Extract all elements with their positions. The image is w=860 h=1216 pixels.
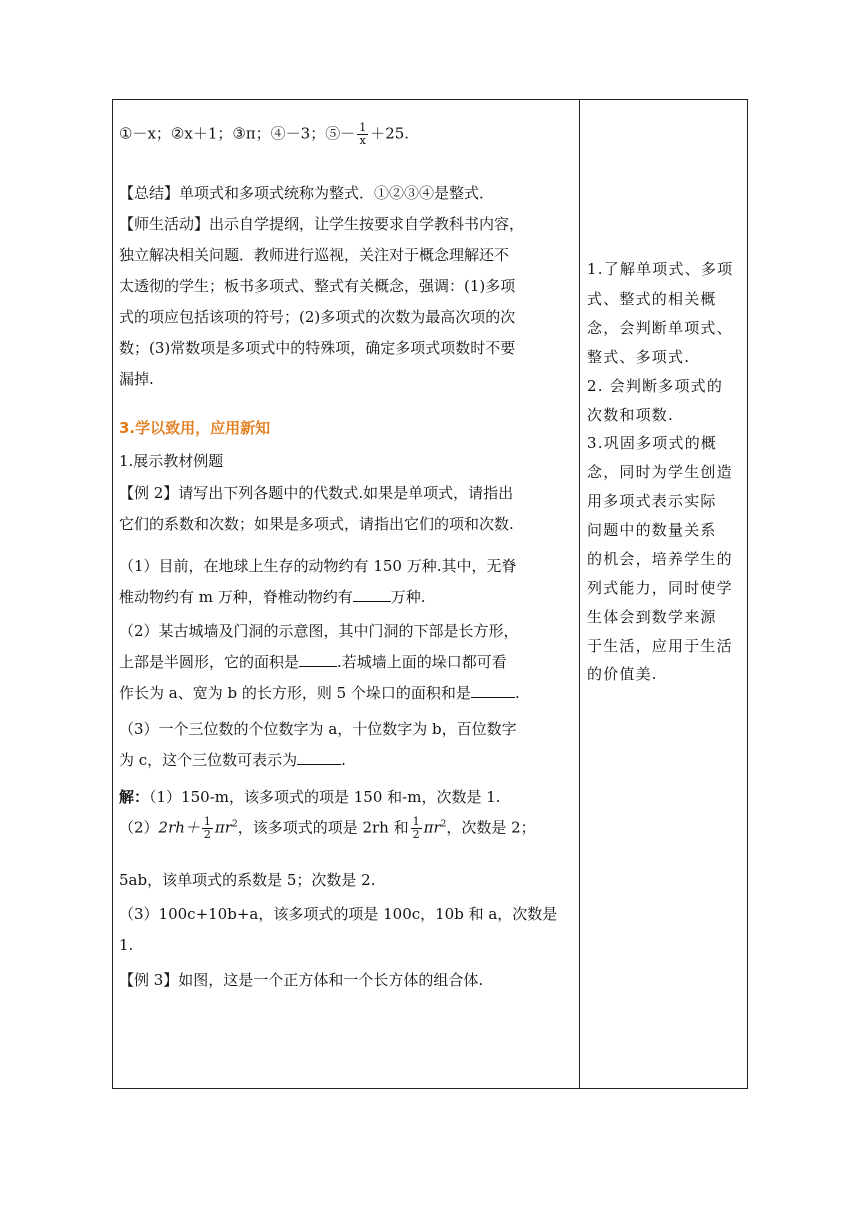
question2-line: （2）某古城墙及门洞的示意图，其中门洞的下部是长方形， (119, 622, 519, 640)
exponent: 2 (231, 819, 238, 830)
objective-line: 整式、多项式. (587, 348, 691, 366)
question2-text-end: .若城墙上面的垛口都可看 (337, 653, 507, 671)
question2-line (119, 682, 520, 703)
question2-line (119, 651, 507, 672)
question1-line: （1）目前，在地球上生存的动物约有 150 万种.其中，无脊 (119, 557, 517, 575)
expression-list (119, 122, 409, 147)
answer-blank (297, 750, 341, 765)
answer-blank (471, 683, 515, 698)
question1-text: 椎动物约有 m 万种，脊椎动物约有 (119, 588, 353, 606)
activity-line: 【师生活动】出示自学提纲，让学生按要求自学教科书内容， (119, 215, 525, 233)
objective-line: 3.巩固多项式的概 (587, 434, 718, 452)
column-divider (579, 100, 580, 1088)
example3-line: 【例 3】如图，这是一个正方体和一个长方体的组合体. (119, 971, 484, 989)
lesson-table (112, 99, 748, 1089)
objective-line: 的价值美. (587, 665, 658, 683)
objective-line: 念，同时为学生创造 (587, 463, 733, 481)
objective-line: 于生活，应用于生活 (587, 637, 733, 655)
solution-text: ，该多项式的项是 2rh 和 (237, 818, 409, 837)
question2-text: 作长为 a、宽为 b 的长方形，则 5 个垛口的面积和是 (119, 684, 471, 702)
solution-text: ，次数是 2； (446, 818, 536, 837)
activity-line: 式的项应包括该项的符号；(2)多项式的次数为最高次项的次 (119, 308, 516, 326)
math-expression: πr (423, 818, 441, 837)
answer-blank (353, 587, 391, 602)
objective-line: 用多项式表示实际 (587, 492, 717, 510)
objective-line: 1.了解单项式、多项 (587, 260, 734, 278)
question3-line (119, 749, 346, 770)
answer-blank (299, 652, 337, 667)
summary-line: 【总结】单项式和多项式统称为整式．①②③④是整式． (119, 184, 495, 202)
solution-line: 1. (119, 936, 134, 954)
example2-line: 【例 2】请写出下列各题中的代数式.如果是单项式，请指出 (119, 484, 514, 502)
solution-line (119, 786, 501, 807)
fraction-one-half (202, 816, 213, 841)
solution-line (119, 816, 536, 841)
question1-text-end: 万种. (390, 588, 426, 606)
solution-line: 5ab，该单项式的系数是 5；次数是 2. (119, 871, 376, 889)
objective-line: 的机会，培养学生的 (587, 550, 733, 568)
solution-line: （3）100c+10b+a，该多项式的项是 100c，10b 和 a，次数是 (119, 905, 558, 923)
fraction-one-over-x (357, 122, 368, 147)
objective-line: 列式能力，同时使学 (587, 579, 733, 597)
example2-line: 它们的系数和次数；如果是多项式，请指出它们的项和次数. (119, 515, 514, 533)
solution-text: （2） (119, 818, 159, 837)
objective-line: 生体会到数学来源 (587, 608, 717, 626)
solution-text: （1）150-m，该多项式的项是 150 和-m，次数是 1. (149, 788, 501, 806)
activity-line: 数；(3)常数项是多项式中的特殊项，确定多项式项数时不要 (119, 339, 516, 357)
activity-line: 独立解决相关问题．教师进行巡视，关注对于概念理解还不 (119, 246, 510, 264)
math-expression: πr (214, 818, 232, 837)
activity-line: 太透彻的学生；板书多项式、整式有关概念，强调：(1)多项 (119, 277, 516, 295)
math-expression: 2rh＋ (158, 818, 200, 837)
fraction-numerator: 1 (412, 815, 420, 828)
question3-text-end: . (341, 751, 346, 769)
exponent: 2 (440, 819, 447, 830)
fraction-denominator: x (359, 134, 366, 147)
section-heading: 3.学以致用，应用新知 (119, 419, 271, 437)
activity-line: 漏掉. (119, 370, 154, 388)
sub-heading: 1.展示教材例题 (119, 452, 224, 470)
question1-line (119, 586, 426, 607)
objective-line: 念，会判断单项式、 (587, 319, 733, 337)
question3-line: （3）一个三位数的个位数字为 a，十位数字为 b，百位数字 (119, 720, 517, 738)
question2-text-end: . (514, 684, 520, 702)
fraction-denominator: 2 (412, 828, 420, 841)
fraction-one-half (411, 816, 422, 841)
objective-line: 式、整式的相关概 (587, 290, 717, 308)
question2-text: 上部是半圆形，它的面积是 (119, 653, 300, 671)
fraction-numerator: 1 (203, 815, 211, 828)
expression-list-text: ①－x；②x＋1；③π；④－3；⑤－ (119, 124, 356, 143)
objective-line: 2. 会判断多项式的 (587, 377, 724, 395)
objective-line: 次数和项数. (587, 406, 674, 424)
question3-text: 为 c，这个三位数可表示为 (119, 751, 298, 769)
expression-list-tail: ＋25. (370, 124, 410, 143)
solution-label: 解： (119, 788, 150, 806)
fraction-numerator: 1 (359, 121, 367, 134)
objective-line: 问题中的数量关系 (587, 521, 717, 539)
fraction-denominator: 2 (203, 828, 211, 841)
